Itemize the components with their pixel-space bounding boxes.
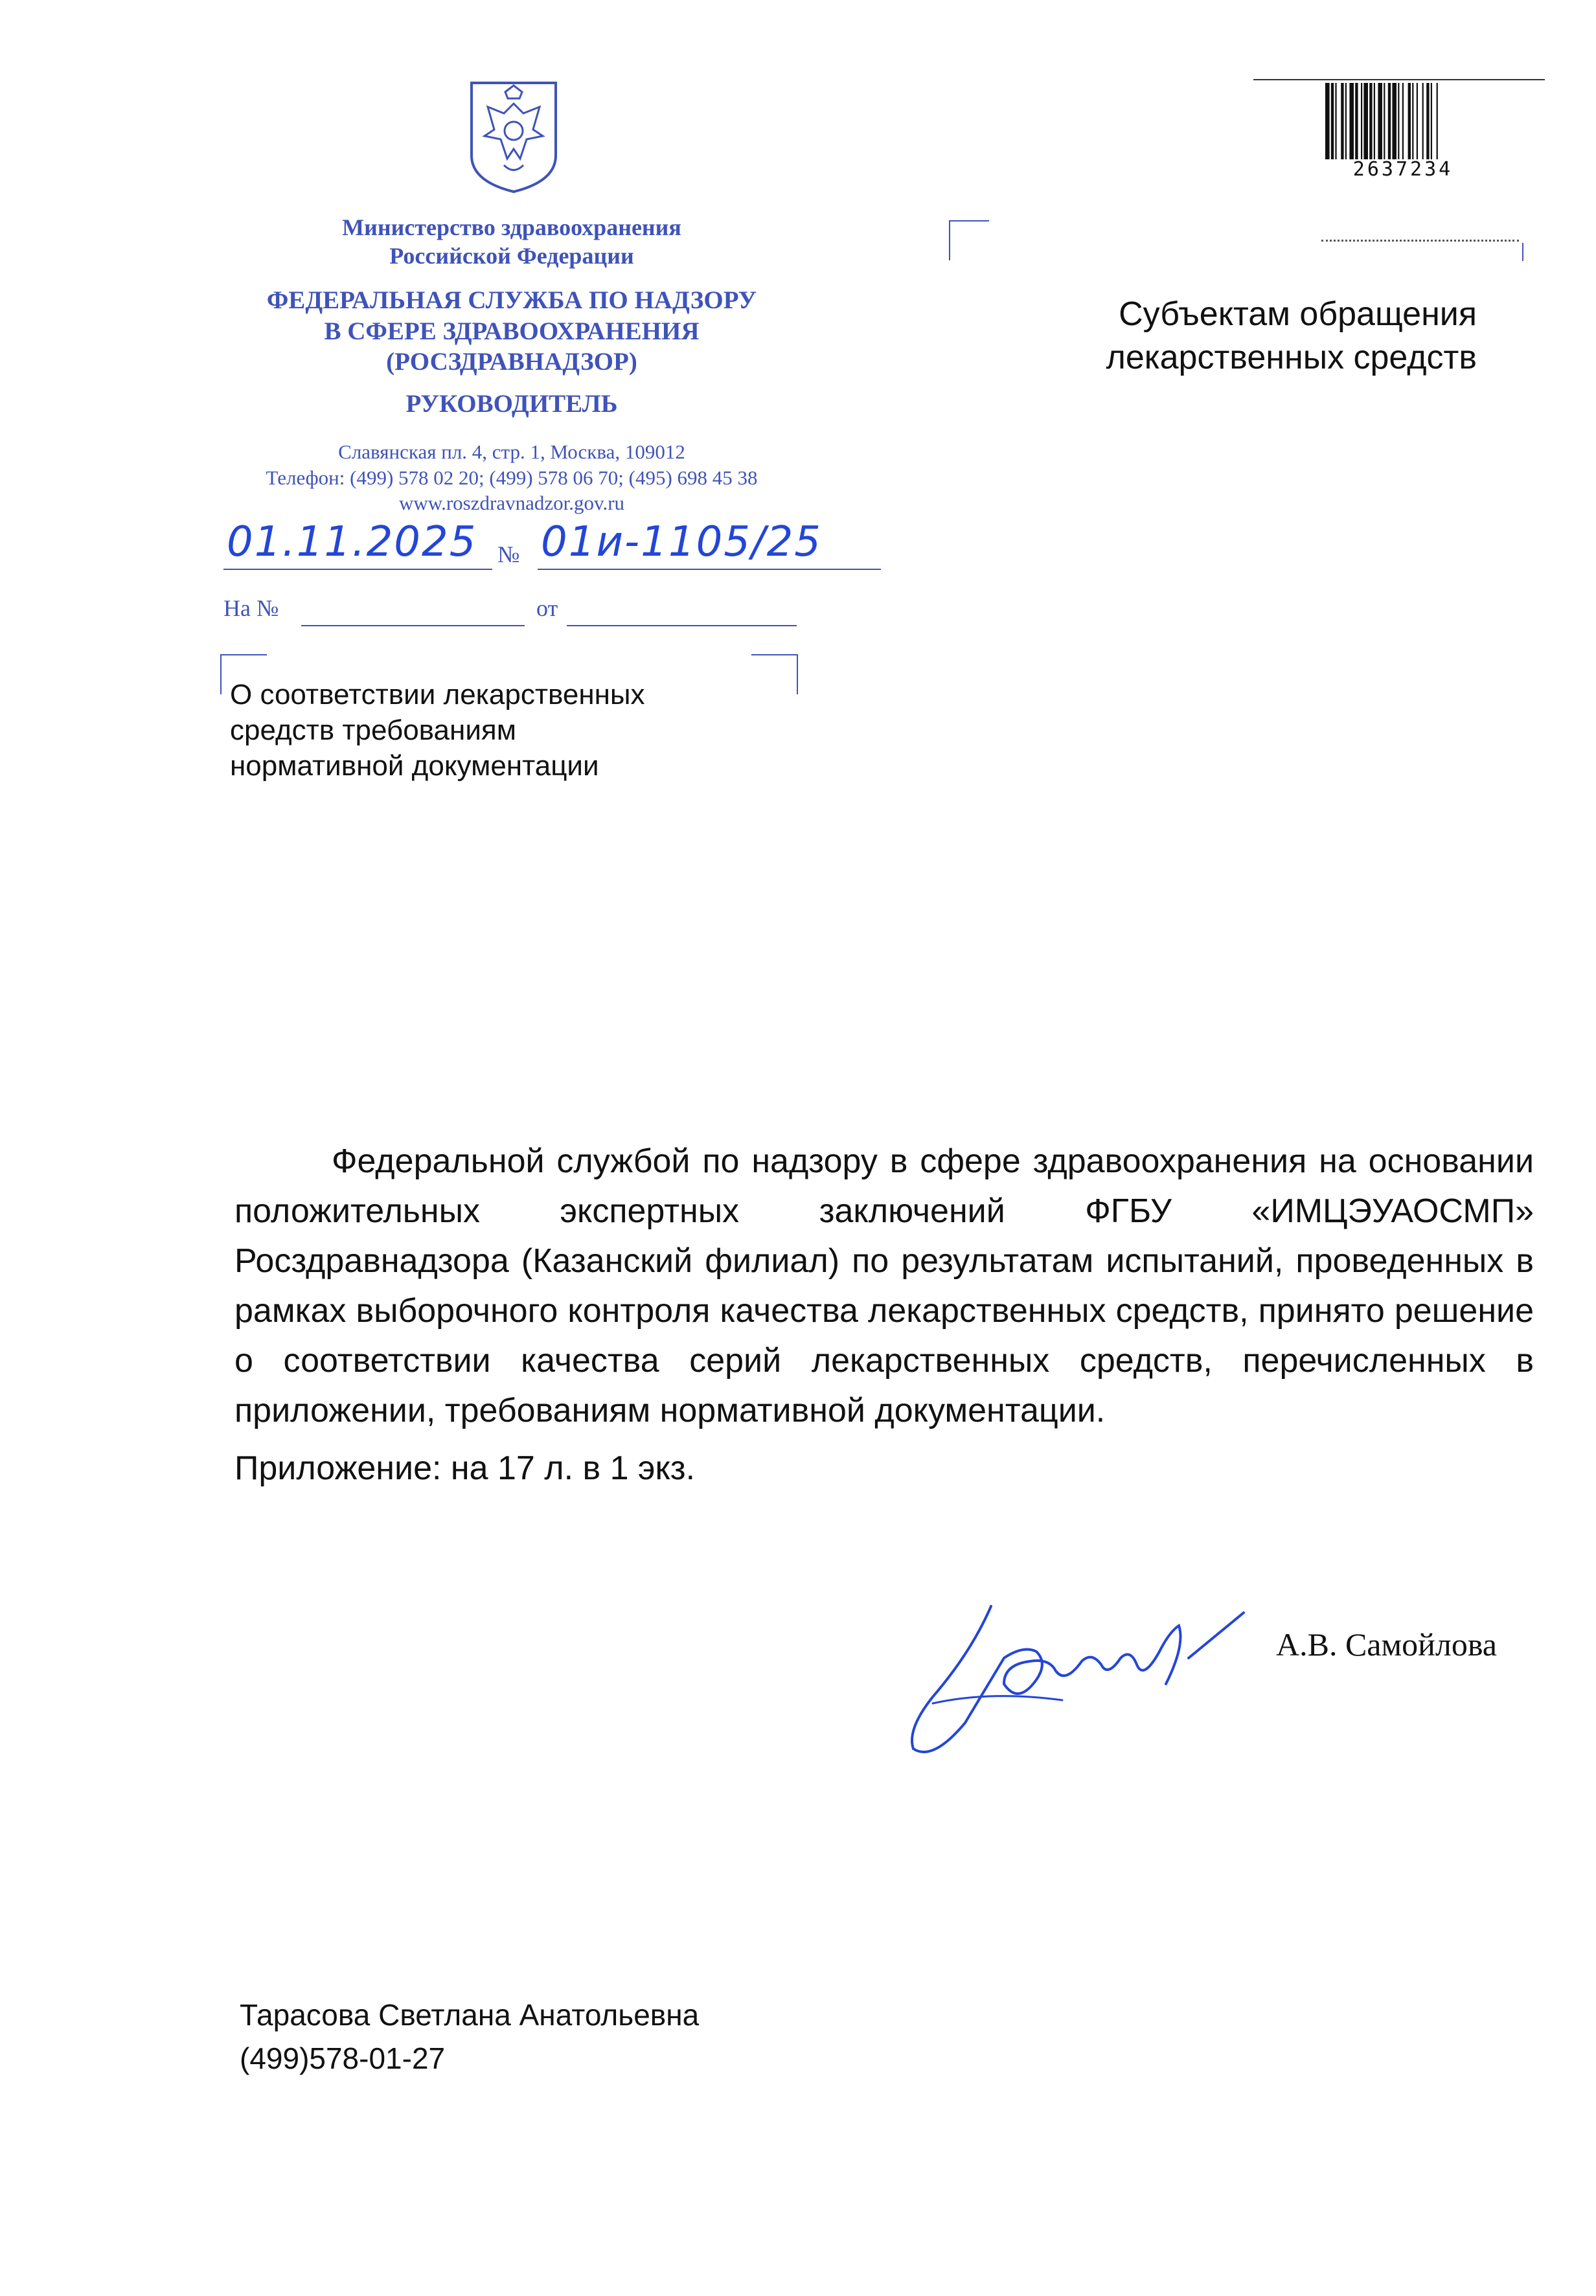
phones: Телефон: (499) 578 02 20; (499) 578 06 70; (495) 698 45 38	[266, 466, 758, 489]
ministry-name	[220, 214, 803, 271]
barcode-bar	[1335, 83, 1336, 159]
barcode-bar	[1384, 83, 1385, 159]
body-paragraph: Федеральной службой по надзору в сфере здравоохранения на основании положительных экспертных заключений ФГБУ «ИМЦЭУАОСМП» Росздравнадзора (Казанский филиал) по результатам испытаний, проведенных в рамках выборочного контроля качества лекарственных средств, принято решение о соответствии качества серий лекарственных средств, перечисленных в приложении, требованиям нормативной документации.	[234, 1142, 1534, 1429]
subject-line-1: О соответствии лекарственных	[230, 679, 645, 710]
barcode-bar	[1408, 83, 1411, 159]
service-line-2: В СФЕРЕ ЗДРАВООХРАНЕНИЯ	[324, 317, 700, 345]
letter-subject	[230, 677, 722, 784]
barcode-bar	[1392, 83, 1396, 159]
barcode-bar	[1349, 83, 1354, 159]
letter-body	[234, 1137, 1534, 1436]
executor-name: Тарасова Светлана Анатольевна	[240, 1998, 700, 2032]
position-title: РУКОВОДИТЕЛЬ	[405, 390, 618, 418]
barcode-bar	[1388, 83, 1391, 159]
barcode-bar	[1369, 83, 1372, 159]
number-underline	[538, 569, 881, 570]
barcode-dotted-line	[1321, 240, 1519, 242]
addressee-line-2: лекарственных средств	[1106, 338, 1477, 376]
barcode-bar	[1417, 83, 1418, 159]
subject-line-2: средств требованиям	[230, 714, 516, 746]
subject-line-3: нормативной документации	[230, 750, 599, 782]
barcode-bar	[1378, 83, 1382, 159]
coat-of-arms-icon	[465, 78, 562, 194]
executor-phone: (499)578-01-27	[240, 2041, 446, 2075]
from-label: от	[536, 595, 558, 621]
barcode-bar	[1398, 83, 1399, 159]
ref-label: На №	[223, 595, 279, 621]
date-underline	[223, 569, 492, 570]
addressee-corner-left	[949, 220, 989, 260]
attachment-note: Приложение: на 17 л. в 1 экз.	[234, 1449, 696, 1487]
registration-number: 01и-1105/25	[541, 518, 822, 566]
barcode-bar	[1402, 83, 1404, 159]
ministry-line-2: Российской Федерации	[389, 242, 634, 269]
executor-block	[240, 1994, 699, 2080]
barcode-bar	[1331, 83, 1334, 159]
barcode-bar	[1426, 83, 1429, 159]
barcode	[1323, 83, 1483, 159]
ministry-line-1: Министерство здравоохранения	[342, 214, 681, 240]
barcode-bar	[1355, 83, 1358, 159]
handwritten-signature	[894, 1554, 1257, 1762]
contact-block	[194, 439, 829, 516]
barcode-number: 2637234	[1352, 158, 1454, 181]
website: www.roszdravnadzor.gov.ru	[398, 492, 625, 515]
signer-name: А.В. Самойлова	[1276, 1626, 1497, 1663]
barcode-bar	[1374, 83, 1375, 159]
address: Славянская пл. 4, стр. 1, Москва, 109012	[338, 440, 685, 463]
barcode-bar	[1422, 83, 1424, 159]
registration-date: 01.11.2025	[227, 518, 477, 566]
barcode-bar	[1431, 83, 1432, 159]
addressee-line-1: Субъектам обращения	[1119, 295, 1477, 333]
barcode-top-rule	[1253, 79, 1545, 80]
addressee	[1010, 293, 1477, 379]
addressee-corner-right	[1522, 243, 1523, 261]
subject-corner-right	[751, 654, 798, 694]
service-name	[194, 285, 829, 378]
barcode-bar	[1363, 83, 1368, 159]
barcode-bar	[1412, 83, 1413, 159]
barcode-bar	[1345, 83, 1347, 159]
number-label: №	[497, 541, 520, 567]
barcode-bar	[1341, 83, 1343, 159]
service-line-3: (РОСЗДРАВНАДЗОР)	[386, 348, 637, 376]
barcode-bar	[1361, 83, 1362, 159]
barcode-bar	[1437, 83, 1438, 159]
ref-number-line	[301, 625, 525, 626]
service-line-1: ФЕДЕРАЛЬНАЯ СЛУЖБА ПО НАДЗОРУ	[266, 286, 757, 314]
ref-date-line	[567, 625, 797, 626]
barcode-bar	[1325, 83, 1330, 159]
